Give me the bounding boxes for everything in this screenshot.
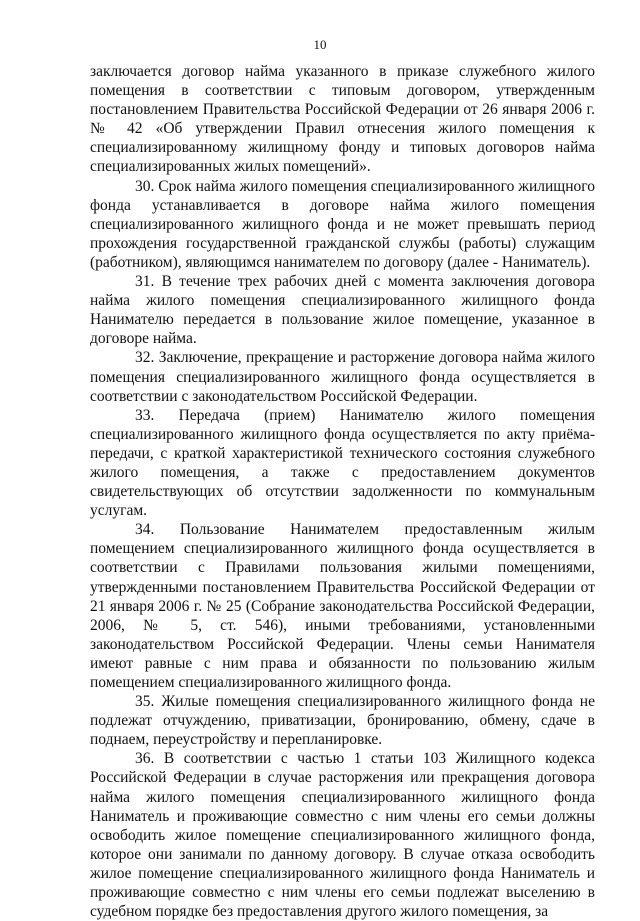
document-body	[90, 62, 595, 921]
paragraph-item-30: 30. Срок найма жилого помещения специализированного жилищного фонда устанавливается в договоре найма жилого помещения специализированного жилищного фонда и не может превышать период прохождения государственной гражданской службы (работы) служащим (работником), являющимся нанимателем по договору (далее - Наниматель).	[90, 177, 595, 271]
page-number: 10	[313, 37, 327, 52]
paragraph-continuation: заключается договор найма указанного в приказе служебного жилого помещения в соответствии с типовым договором, утвержденным постановлением Правительства Российской Федерации от 26 января 2006 г. № 42 «Об утверждении Правил отнесения жилого помещения к специализированному жилищному фонду и типовых договоров найма специализированных жилых помещений».	[90, 63, 595, 176]
paragraph-item-34: 34. Пользование Нанимателем предоставленным жилым помещением специализированного жилищного фонда осуществляется в соответствии с Правилами пользования жилыми помещениями, утвержденными постановлением Правительства Российской Федерации от 21 января 2006 г. № 25 (Собрание законодательства Российской Федерации, 2006, № 5, ст. 546), иными требованиями, установленными законодательством Российской Федерации. Члены семьи Нанимателя имеют равные с ним права и обязанности по пользованию жилым помещением специализированного жилищного фонда.	[90, 521, 595, 691]
paragraph-item-33: 33. Передача (прием) Нанимателю жилого помещения специализированного жилищного фонда осуществляется по акту приёма-передачи, с краткой характеристикой технического состояния служебного жилого помещения, а также с предоставлением документов свидетельствующих об отсутствии задолженности по коммунальным услугам.	[90, 406, 595, 520]
paragraph-item-36: 36. В соответствии с частью 1 статьи 103 Жилищного кодекса Российской Федерации в случае расторжения или прекращения договора найма жилого помещения специализированного жилищного фонда Наниматель и проживающие совместно с ним члены его семьи должны освободить жилое помещение специализированного жилищного фонда, которое они занимали по данному договору. В случае отказа освободить жилое помещение специализированного жилищного фонда Наниматель и проживающие совместно с ним члены его семьи подлежат выселению в судебном порядке без предоставления другого жилого помещения, за	[90, 750, 595, 921]
paragraph-item-35: 35. Жилые помещения специализированного жилищного фонда не подлежат отчуждению, приватизации, бронированию, обмену, сдаче в поднаем, переустройству и перепланировке.	[90, 693, 595, 749]
paragraph-item-31: 31. В течение трех рабочих дней с момента заключения договора найма жилого помещения специализированного жилищного фонда Нанимателю передается в пользование жилое помещение, указанное в договоре найма.	[90, 273, 595, 348]
paragraph-item-32: 32. Заключение, прекращение и расторжение договора найма жилого помещения специализированного жилищного фонда осуществляется в соответствии с законодательством Российской Федерации.	[90, 349, 595, 405]
